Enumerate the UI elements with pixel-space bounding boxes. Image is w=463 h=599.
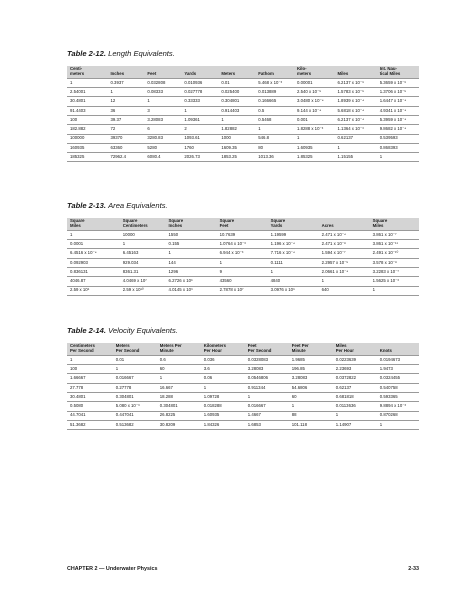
- table-cell: 0.0223639: [333, 355, 377, 364]
- table-cell: 10.7639: [217, 230, 268, 239]
- table-cell: 0.155: [166, 240, 217, 249]
- table-row: [67, 106, 419, 115]
- table-cell: 7.716 x 10⁻⁴: [268, 249, 319, 258]
- table-cell: 1: [67, 355, 113, 364]
- table-cell: 30.4801: [67, 393, 113, 402]
- table-cell: 1: [120, 240, 166, 249]
- table-cell: 1: [157, 374, 201, 383]
- column-header: Meters Per Minute: [157, 343, 201, 355]
- table-cell: 1: [289, 402, 333, 411]
- table-cell: 0.025400: [218, 88, 255, 97]
- table-cell: 0.0194673: [377, 355, 419, 364]
- table-cell: 0.911344: [245, 383, 289, 392]
- table-cell: 5.080 x 10⁻³: [113, 402, 157, 411]
- table-row: [67, 393, 419, 402]
- chapter-title: CHAPTER 2 — Underwater Physics: [67, 566, 158, 572]
- length-table-name: Length Equivalents.: [108, 49, 175, 58]
- table-cell: 3.861 x 10⁻¹¹: [370, 240, 419, 249]
- area-table-header-row: [67, 218, 419, 230]
- table-cell: 196.85: [289, 365, 333, 374]
- table-cell: 1: [294, 134, 334, 143]
- table-row: [67, 268, 419, 277]
- table-cell: 26.8225: [157, 411, 201, 420]
- table-cell: 3.861 x 10⁻⁷: [370, 230, 419, 239]
- table-cell: 18.288: [157, 393, 201, 402]
- table-cell: 1.60935: [294, 143, 334, 152]
- velocity-equivalents-table: [67, 343, 419, 430]
- table-row: [67, 411, 419, 420]
- table-cell: 0.304801: [113, 393, 157, 402]
- table-cell: 160935: [67, 143, 107, 152]
- table-cell: 27.778: [67, 383, 113, 392]
- table-cell: 1000: [218, 134, 255, 143]
- table-cell: 8361.31: [120, 268, 166, 277]
- table-cell: 1296: [166, 268, 217, 277]
- table-cell: 0.0372822: [333, 374, 377, 383]
- table-cell: 5280: [144, 143, 181, 152]
- table-row: [67, 286, 419, 295]
- table-cell: 100: [67, 116, 107, 125]
- column-header: Square Feet: [217, 218, 268, 230]
- table-cell: 1.84326: [201, 420, 245, 429]
- table-cell: 929.034: [120, 258, 166, 267]
- table-cell: 0.027778: [181, 88, 218, 97]
- table-cell: 1.9473: [377, 365, 419, 374]
- table-cell: 0.00001: [294, 78, 334, 87]
- table-cell: 1.82882: [218, 125, 255, 134]
- table-cell: 60: [157, 365, 201, 374]
- table-row: [67, 420, 419, 429]
- table-cell: 101.118: [289, 420, 333, 429]
- velocity-table-header-row: [67, 343, 419, 355]
- table-row: [67, 97, 419, 106]
- table-row: [67, 88, 419, 97]
- table-cell: 6.944 x 10⁻³: [217, 249, 268, 258]
- table-cell: 1: [333, 411, 377, 420]
- table-cell: 1853.25: [218, 153, 255, 162]
- table-cell: 3.0976 x 10⁶: [268, 286, 319, 295]
- table-cell: 0.0113636: [333, 402, 377, 411]
- table-cell: 1: [113, 365, 157, 374]
- table-cell: 0.0546806: [245, 374, 289, 383]
- table-row: [67, 374, 419, 383]
- table-cell: 6.2137 x 10⁻⁶: [334, 78, 376, 87]
- table-cell: 1: [67, 230, 120, 239]
- table-cell: 1: [217, 258, 268, 267]
- column-header: Meters: [218, 66, 255, 78]
- table-cell: 0.62137: [334, 134, 376, 143]
- table-cell: 0.681818: [333, 393, 377, 402]
- table-cell: 2.54001: [67, 88, 107, 97]
- table-cell: 0.836131: [67, 268, 120, 277]
- column-header: Fathom: [255, 66, 294, 78]
- table-cell: 6.2726 x 10⁶: [166, 277, 217, 286]
- table-cell: 5.6818 x 10⁻⁴: [334, 106, 376, 115]
- table-cell: 0.016667: [245, 402, 289, 411]
- table-cell: 0.593365: [377, 393, 419, 402]
- table-cell: 1: [201, 383, 245, 392]
- table-row: [67, 355, 419, 364]
- table-cell: 9.8894 x 10⁻³: [377, 402, 419, 411]
- table-cell: 546.8: [255, 134, 294, 143]
- table-cell: 1.1364 x 10⁻³: [334, 125, 376, 134]
- table-cell: 1.3706 x 10⁻⁵: [377, 88, 419, 97]
- table-cell: 1.66667: [67, 374, 113, 383]
- column-header: Square Miles: [67, 218, 120, 230]
- table-cell: 1: [245, 393, 289, 402]
- table-row: [67, 402, 419, 411]
- table-cell: 16.667: [157, 383, 201, 392]
- table-cell: 0.539593: [377, 134, 419, 143]
- column-header: Knots: [377, 343, 419, 355]
- table-cell: 2.471 x 10⁻⁴: [319, 230, 370, 239]
- table-row: [67, 365, 419, 374]
- table-cell: 3.28083: [245, 365, 289, 374]
- table-cell: 4.0469 x 10⁷: [120, 277, 166, 286]
- column-header: Square Inches: [166, 218, 217, 230]
- column-header: Square Yards: [268, 218, 319, 230]
- column-header: Centi- meters: [67, 66, 107, 78]
- column-header: Square Centimeters: [120, 218, 166, 230]
- table-cell: 1.6447 x 10⁻⁴: [377, 97, 419, 106]
- table-cell: 1760: [181, 143, 218, 152]
- velocity-table-title: [67, 326, 178, 335]
- table-cell: 2.7878 x 10⁷: [217, 286, 268, 295]
- column-header: Acres: [319, 218, 370, 230]
- table-cell: 1.14907: [333, 420, 377, 429]
- table-cell: 1: [377, 153, 419, 162]
- table-cell: 1: [218, 116, 255, 125]
- table-cell: 1: [319, 277, 370, 286]
- table-cell: 9.144 x 10⁻⁴: [294, 106, 334, 115]
- table-cell: 2.0661 x 10⁻⁴: [319, 268, 370, 277]
- table-cell: 4840: [268, 277, 319, 286]
- table-cell: 88: [289, 411, 333, 420]
- area-table-number: Table 2-13.: [67, 201, 106, 210]
- table-cell: 63360: [107, 143, 144, 152]
- table-cell: 0.5468: [255, 116, 294, 125]
- table-cell: 0.001: [294, 116, 334, 125]
- velocity-table-number: Table 2-14.: [67, 326, 106, 335]
- table-cell: 6080.4: [144, 153, 181, 162]
- table-row: [67, 230, 419, 239]
- table-cell: 2026.73: [181, 153, 218, 162]
- table-row: [67, 383, 419, 392]
- table-cell: 3.6: [201, 365, 245, 374]
- column-header: Feet Per Second: [245, 343, 289, 355]
- area-table-title: [67, 201, 168, 210]
- table-cell: 1: [107, 88, 144, 97]
- table-cell: 0.036: [201, 355, 245, 364]
- table-cell: 12: [107, 97, 144, 106]
- table-cell: 0.5080: [67, 402, 113, 411]
- table-cell: 4.9341 x 10⁻⁴: [377, 106, 419, 115]
- table-cell: 51.3682: [67, 420, 113, 429]
- table-cell: 4046.87: [67, 277, 120, 286]
- table-cell: 0.01: [218, 78, 255, 87]
- table-cell: 1093.61: [181, 134, 218, 143]
- column-header: Kilometers Per Hour: [201, 343, 245, 355]
- table-cell: 91.4403: [67, 106, 107, 115]
- table-cell: 1: [370, 286, 419, 295]
- table-cell: 0.032808: [144, 78, 181, 87]
- table-cell: 2: [181, 125, 218, 134]
- table-cell: 1.09361: [181, 116, 218, 125]
- area-equivalents-table: [67, 218, 419, 296]
- column-header: Meters Per Second: [113, 343, 157, 355]
- table-cell: 1.8288 x 10⁻³: [294, 125, 334, 134]
- table-row: [67, 277, 419, 286]
- table-cell: 1550: [166, 230, 217, 239]
- table-cell: 10000: [120, 230, 166, 239]
- table-cell: 1: [334, 143, 376, 152]
- table-cell: 100000: [67, 134, 107, 143]
- table-cell: 0.0001: [67, 240, 120, 249]
- table-cell: 1: [377, 420, 419, 429]
- table-cell: 2.59 x 10¹⁰: [120, 286, 166, 295]
- table-cell: 5.468 x 10⁻³: [255, 78, 294, 87]
- table-cell: 30.4801: [67, 97, 107, 106]
- table-cell: 0.0328083: [245, 355, 289, 364]
- table-cell: 1: [166, 249, 217, 258]
- table-cell: 1.196 x 10⁻⁴: [268, 240, 319, 249]
- table-row: [67, 249, 419, 258]
- table-cell: 1.594 x 10⁻⁷: [319, 249, 370, 258]
- table-cell: 39.37: [107, 116, 144, 125]
- table-row: [67, 125, 419, 134]
- table-cell: 30.8209: [157, 420, 201, 429]
- column-header: Miles: [334, 66, 376, 78]
- length-equivalents-table: [67, 66, 419, 162]
- table-cell: 0.304801: [218, 97, 255, 106]
- table-cell: 0.914403: [218, 106, 255, 115]
- table-cell: 1.5783 x 10⁻⁵: [334, 88, 376, 97]
- column-header: Centimeters Per Second: [67, 343, 113, 355]
- column-header: Int. Nau- tical Miles: [377, 66, 419, 78]
- table-cell: 2.2957 x 10⁻⁵: [319, 258, 370, 267]
- table-cell: 54.6806: [289, 383, 333, 392]
- table-cell: 1: [255, 125, 294, 134]
- table-cell: 1.60935: [201, 411, 245, 420]
- table-row: [67, 153, 419, 162]
- table-cell: 6.45163: [120, 249, 166, 258]
- table-cell: 0.092903: [67, 258, 120, 267]
- column-header: Feet: [144, 66, 181, 78]
- page-number: 2-33: [408, 566, 419, 572]
- table-cell: 0.447041: [113, 411, 157, 420]
- table-cell: 3280.83: [144, 134, 181, 143]
- table-cell: 640: [319, 286, 370, 295]
- table-cell: 6: [144, 125, 181, 134]
- table-cell: 4.0145 x 10⁹: [166, 286, 217, 295]
- page-footer: [67, 566, 419, 572]
- length-table-header-row: [67, 66, 419, 78]
- table-cell: 0.016667: [113, 374, 157, 383]
- table-cell: 1.19599: [268, 230, 319, 239]
- table-cell: 9.8682 x 10⁻⁴: [377, 125, 419, 134]
- table-cell: 5.3959 x 10⁻⁴: [377, 116, 419, 125]
- table-cell: 1.8939 x 10⁻⁴: [334, 97, 376, 106]
- column-header: Yards: [181, 66, 218, 78]
- table-row: [67, 116, 419, 125]
- table-cell: 1013.36: [255, 153, 294, 162]
- column-header: Miles Per Hour: [333, 343, 377, 355]
- table-cell: 80: [255, 143, 294, 152]
- table-cell: 1: [144, 97, 181, 106]
- table-cell: 3.578 x 10⁻⁸: [370, 258, 419, 267]
- table-cell: 39370: [107, 134, 144, 143]
- table-cell: 0.018288: [201, 402, 245, 411]
- length-table-title: [67, 49, 175, 58]
- column-header: Inches: [107, 66, 144, 78]
- table-cell: 36: [107, 106, 144, 115]
- table-cell: 72962.4: [107, 153, 144, 162]
- table-cell: 0.013889: [255, 88, 294, 97]
- table-cell: 0.06: [201, 374, 245, 383]
- table-cell: 0.1111: [268, 258, 319, 267]
- table-cell: 1.09728: [201, 393, 245, 402]
- table-cell: 0.33333: [181, 97, 218, 106]
- table-row: [67, 240, 419, 249]
- table-cell: 0.010936: [181, 78, 218, 87]
- table-cell: 43560: [217, 277, 268, 286]
- table-cell: 6.2137 x 10⁻⁴: [334, 116, 376, 125]
- table-cell: 9: [217, 268, 268, 277]
- table-cell: 3.28083: [144, 116, 181, 125]
- table-row: [67, 258, 419, 267]
- table-cell: 2.540 x 10⁻⁵: [294, 88, 334, 97]
- table-cell: 0.5: [255, 106, 294, 115]
- table-cell: 2.471 x 10⁻⁸: [319, 240, 370, 249]
- table-cell: 1.15155: [334, 153, 376, 162]
- table-cell: 3.2283 x 10⁻⁷: [370, 268, 419, 277]
- table-cell: 1.5625 x 10⁻³: [370, 277, 419, 286]
- column-header: Feet Per Minute: [289, 343, 333, 355]
- table-cell: 5.3659 x 10⁻⁶: [377, 78, 419, 87]
- table-cell: 0.01: [113, 355, 157, 364]
- table-cell: 3.0480 x 10⁻⁴: [294, 97, 334, 106]
- table-cell: 1.6853: [245, 420, 289, 429]
- table-cell: 1: [268, 268, 319, 277]
- table-cell: 1: [181, 106, 218, 115]
- table-cell: 60: [289, 393, 333, 402]
- table-row: [67, 78, 419, 87]
- table-cell: 185325: [67, 153, 107, 162]
- table-cell: 0.868393: [377, 143, 419, 152]
- table-cell: 6.4516 x 10⁻⁴: [67, 249, 120, 258]
- table-cell: 0.166665: [255, 97, 294, 106]
- table-cell: 0.0324455: [377, 374, 419, 383]
- table-cell: 3.28083: [289, 374, 333, 383]
- table-cell: 72: [107, 125, 144, 134]
- table-cell: 0.513682: [113, 420, 157, 429]
- table-cell: 0.62137: [333, 383, 377, 392]
- column-header: Square Miles: [370, 218, 419, 230]
- table-cell: 2.23693: [333, 365, 377, 374]
- table-cell: 0.27778: [113, 383, 157, 392]
- table-row: [67, 134, 419, 143]
- table-cell: 0.3937: [107, 78, 144, 87]
- table-cell: 0.6: [157, 355, 201, 364]
- table-cell: 0.540758: [377, 383, 419, 392]
- table-cell: 3: [144, 106, 181, 115]
- table-cell: 1.0764 x 10⁻³: [217, 240, 268, 249]
- table-cell: 44.7041: [67, 411, 113, 420]
- table-cell: 1.4667: [245, 411, 289, 420]
- velocity-table-name: Velocity Equivalents.: [108, 326, 178, 335]
- table-cell: 1609.35: [218, 143, 255, 152]
- table-cell: 0.304801: [157, 402, 201, 411]
- table-cell: 2.491 x 10⁻¹⁰: [370, 249, 419, 258]
- table-row: [67, 143, 419, 152]
- table-cell: 100: [67, 365, 113, 374]
- table-cell: 1.85325: [294, 153, 334, 162]
- area-table-name: Area Equivalents.: [108, 201, 168, 210]
- table-cell: 182.882: [67, 125, 107, 134]
- table-cell: 0.870268: [377, 411, 419, 420]
- table-cell: 2.59 x 10⁶: [67, 286, 120, 295]
- table-cell: 0.08333: [144, 88, 181, 97]
- table-cell: 1.9685: [289, 355, 333, 364]
- table-cell: 1: [67, 78, 107, 87]
- table-cell: 144: [166, 258, 217, 267]
- column-header: Kilo- meters: [294, 66, 334, 78]
- length-table-number: Table 2-12.: [67, 49, 106, 58]
